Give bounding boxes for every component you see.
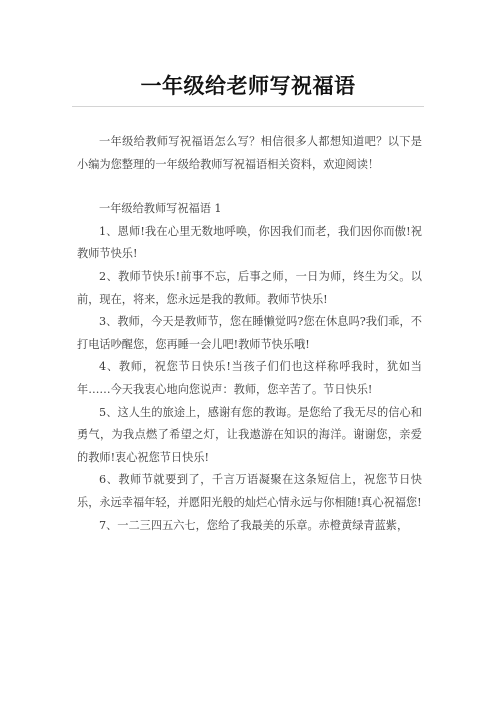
intro-paragraph: 一年级给教师写祝福语怎么写？相信很多人都想知道吧？以下是小编为您整理的一年级给教师写祝福语相关资料，欢迎阅读！ xyxy=(77,135,422,171)
wish-item-2: 2、教师节快乐!前事不忘，后事之师，一日为师，终生为父。以前，现在，将来，您永远是我的教师。教师节快乐! xyxy=(77,269,422,306)
title-divider xyxy=(72,106,424,107)
wish-item-4: 4、教师，祝您节日快乐!当孩子们们也这样称呼我时，犹如当年……今天我衷心地向您说声：教师，您辛苦了。节日快乐! xyxy=(77,360,422,396)
wish-item-6: 6、教师节就要到了，千言万语凝聚在这条短信上，祝您节日快乐，永远幸福年轻，并愿阳光般的灿烂心情永远与你相随!真心祝福您! xyxy=(77,473,422,509)
document-body xyxy=(77,131,422,537)
wish-item-1: 1、恩师!我在心里无数地呼唤，你因我们而老，我们因你而傲!祝教师节快乐! xyxy=(77,224,422,261)
document-title: 一年级给老师写祝福语 xyxy=(140,74,356,98)
wish-item-7: 7、一二三四五六七，您给了我最美的乐章。赤橙黄绿青蓝紫， xyxy=(99,518,409,532)
paragraph-gap xyxy=(77,176,422,198)
wish-item-5: 5、这人生的旅途上，感谢有您的教诲。是您给了我无尽的信心和勇气，为我点燃了希望之灯，让我遨游在知识的海洋。谢谢您，亲爱的教师!衷心祝您节日快乐! xyxy=(77,405,422,464)
section-title: 一年级给教师写祝福语 1 xyxy=(99,202,222,216)
wish-item-3: 3、教师，今天是教师节，您在睡懒觉吗?您在休息吗?我们乖，不打电话吵醒您，您再睡一会儿吧!教师节快乐哦! xyxy=(77,315,422,351)
